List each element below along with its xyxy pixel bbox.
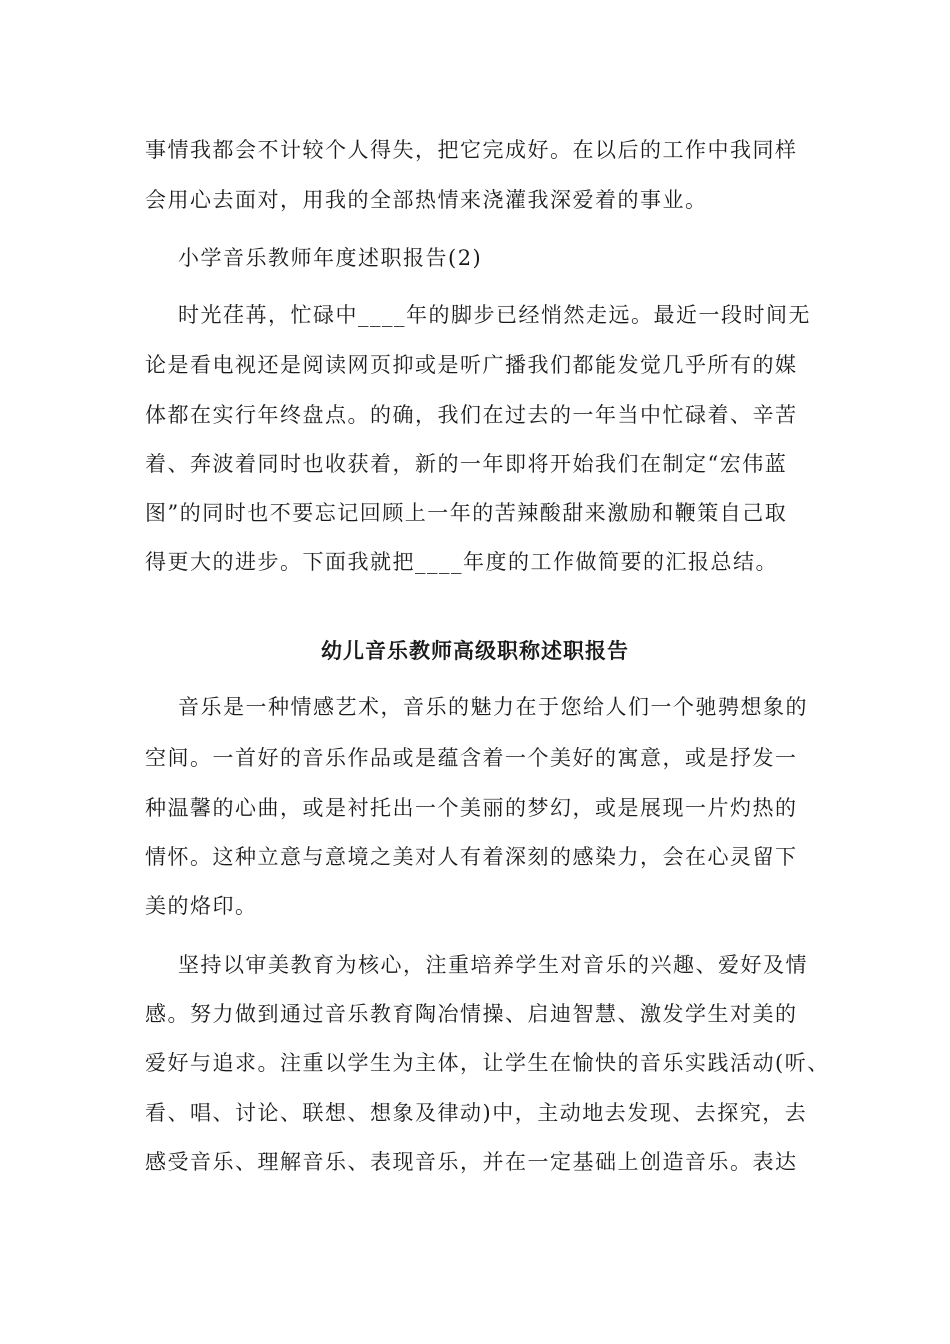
paragraph-line: 体都在实行年终盘点。的确，我们在过去的一年当中忙碌着、辛苦	[145, 403, 798, 427]
paragraph-line: 图”的同时也不要忘记回顾上一年的苦辣酸甜来激励和鞭策自己取	[145, 501, 788, 525]
paragraph-line: 着、奔波着同时也收获着，新的一年即将开始我们在制定“宏伟蓝	[145, 452, 788, 476]
paragraph-line: 论是看电视还是阅读网页抑或是听广播我们都能发觉几乎所有的媒	[145, 353, 798, 377]
paragraph-line: 看、唱、讨论、联想、想象及律动)中，主动地去发现、去探究，去	[145, 1101, 808, 1125]
paragraph-line: 感。努力做到通过音乐教育陶冶情操、启迪智慧、激发学生对美的	[145, 1002, 798, 1026]
paragraph-line: 坚持以审美教育为核心，注重培养学生对音乐的兴趣、爱好及情	[178, 953, 808, 977]
paragraph-line: 美的烙印。	[145, 894, 258, 918]
paragraph-line: 种温馨的心曲，或是衬托出一个美丽的梦幻，或是展现一片灼热的	[145, 796, 798, 820]
paragraph-line: 得更大的进步。下面我就把____年度的工作做简要的汇报总结。	[145, 550, 778, 574]
paragraph-line: 空间。一首好的音乐作品或是蕴含着一个美好的寓意，或是抒发一	[145, 746, 798, 770]
paragraph-line: 音乐是一种情感艺术，音乐的魅力在于您给人们一个驰骋想象的	[178, 695, 808, 719]
paragraph-line: 爱好与追求。注重以学生为主体，让学生在愉快的音乐实践活动(听、	[145, 1051, 830, 1075]
paragraph-line: 事情我都会不计较个人得失，把它完成好。在以后的工作中我同样	[145, 138, 798, 162]
paragraph-line: 情怀。这种立意与意境之美对人有着深刻的感染力，会在心灵留下	[145, 845, 798, 869]
document-title: 幼儿音乐教师高级职称述职报告	[321, 638, 629, 663]
paragraph-line: 时光荏苒，忙碌中____年的脚步已经悄然走远。最近一段时间无	[178, 303, 811, 327]
section-subtitle: 小学音乐教师年度述职报告(2)	[178, 246, 483, 270]
paragraph-line: 会用心去面对，用我的全部热情来浇灌我深爱着的事业。	[145, 188, 708, 212]
paragraph-line: 感受音乐、理解音乐、表现音乐，并在一定基础上创造音乐。表达	[145, 1150, 798, 1174]
